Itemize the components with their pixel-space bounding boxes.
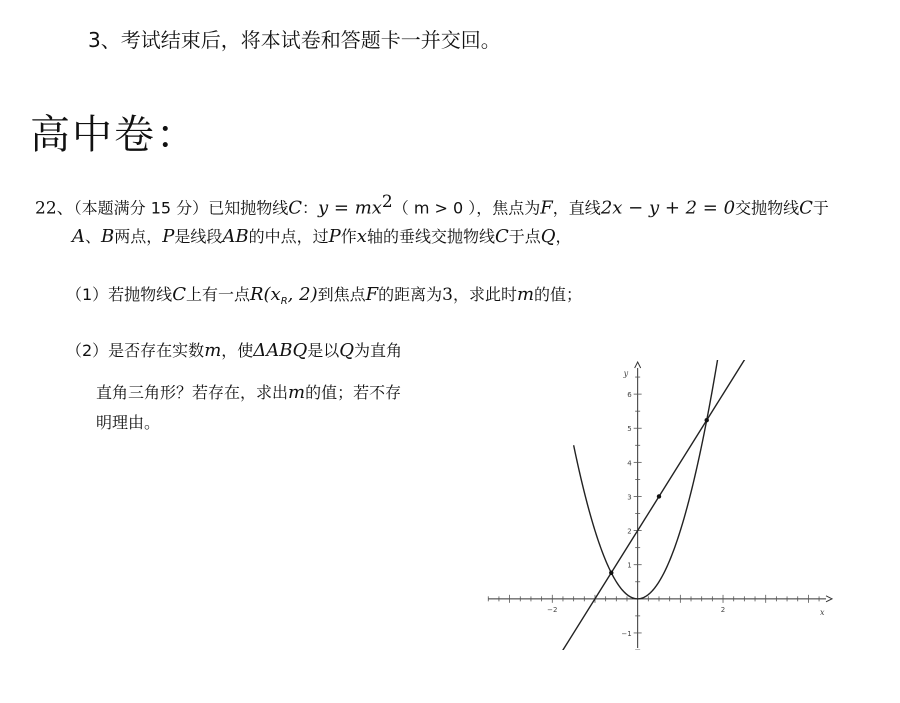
text: 直角三角形？若存在，求出 [96, 383, 289, 402]
symbol-C: C [172, 284, 186, 305]
text: （1）若抛物线 [66, 285, 173, 304]
symbol-C: C [799, 197, 813, 219]
symbol-P: P [328, 226, 341, 247]
point-P [657, 494, 661, 498]
text: 两点， [114, 227, 163, 246]
line-equation: 2x − y + 2 = 0 [600, 197, 736, 219]
symbol-C: C [288, 197, 302, 219]
x-axis-label: x [820, 607, 825, 617]
text: ，求此时 [452, 285, 517, 304]
y-axis-arrow [635, 362, 641, 368]
part-2-end: 明理由。 [96, 413, 161, 432]
point-R: R(x [249, 284, 281, 305]
symbol-Q: Q [540, 226, 556, 247]
text: ， [555, 227, 572, 246]
problem-score: （本题满分 15 分） [73, 198, 209, 218]
symbol-Q: Q [339, 340, 355, 361]
text: 已知抛物线 [208, 198, 289, 218]
x-axis-arrow [826, 596, 832, 602]
symbol-m: m [516, 284, 535, 305]
text: 的值；若不存 [305, 383, 402, 402]
text: 是线段 [174, 227, 223, 246]
text: ，焦点为 [476, 198, 541, 218]
number-3: 3 [442, 285, 453, 305]
text: 作 [340, 227, 357, 246]
y-tick-label: 2 [627, 527, 632, 536]
problem-line-2 [72, 224, 572, 247]
text: 交抛物线 [735, 198, 800, 218]
problem-line-1 [35, 192, 829, 218]
text: 为直角 [354, 341, 403, 360]
section-heading: 高中卷： [30, 112, 198, 158]
subscript-R: R [280, 296, 288, 308]
y-axis-label: y [623, 369, 629, 378]
part-2 [66, 338, 402, 361]
x-tick-label: −2 [547, 605, 558, 614]
point-B [705, 418, 709, 422]
text: 到焦点 [317, 285, 366, 304]
symbol-F: F [365, 284, 379, 305]
text: ，直线 [552, 198, 601, 218]
text: 的值； [534, 285, 583, 304]
text: ： [301, 198, 318, 218]
y-tick-label: −1 [621, 629, 632, 638]
symbol-x: x [356, 226, 367, 247]
text: 于点 [508, 227, 541, 246]
text: 、 [85, 227, 102, 246]
x-tick-label: 2 [720, 605, 726, 614]
text: 是以 [307, 341, 340, 360]
symbol-C: C [494, 226, 509, 247]
exam-notice: 3、考试结束后，将本试卷和答题卡一并交回。 [88, 28, 501, 52]
symbol-m: m [204, 340, 222, 361]
symbol-B: B [101, 226, 115, 247]
symbol-m: m [288, 382, 306, 403]
text: ，使 [221, 341, 254, 360]
exponent: 2 [381, 192, 393, 212]
y-tick-label: 4 [627, 459, 632, 468]
y-tick-label: 6 [627, 391, 632, 400]
problem-number: 22、 [35, 198, 74, 219]
symbol-AB: AB [222, 226, 249, 247]
y-tick-label: 5 [627, 425, 632, 434]
symbol-A: A [72, 226, 85, 247]
condition: （ m > 0 ） [392, 198, 477, 218]
text: 上有一点 [185, 285, 250, 304]
text: 的中点，过 [248, 227, 329, 246]
part-1 [66, 282, 582, 307]
point-A [609, 571, 613, 575]
point-R-end: , 2) [287, 284, 318, 305]
axes [488, 362, 832, 650]
text: 的距离为 [378, 285, 443, 304]
symbol-P: P [162, 226, 175, 247]
text: 于 [812, 198, 829, 218]
parabola-equation: y = mx [318, 197, 382, 219]
symbol-F: F [540, 197, 553, 219]
parabola-curve [574, 360, 736, 599]
text: 轴的垂线交抛物线 [366, 227, 495, 246]
y-tick-label: 3 [627, 493, 632, 502]
part-2-cont [96, 380, 401, 403]
text: （2）是否存在实数 [66, 341, 205, 360]
y-tick-label: 1 [627, 561, 632, 570]
triangle-ABQ: ΔABQ [253, 340, 308, 361]
function-graph [484, 360, 834, 650]
